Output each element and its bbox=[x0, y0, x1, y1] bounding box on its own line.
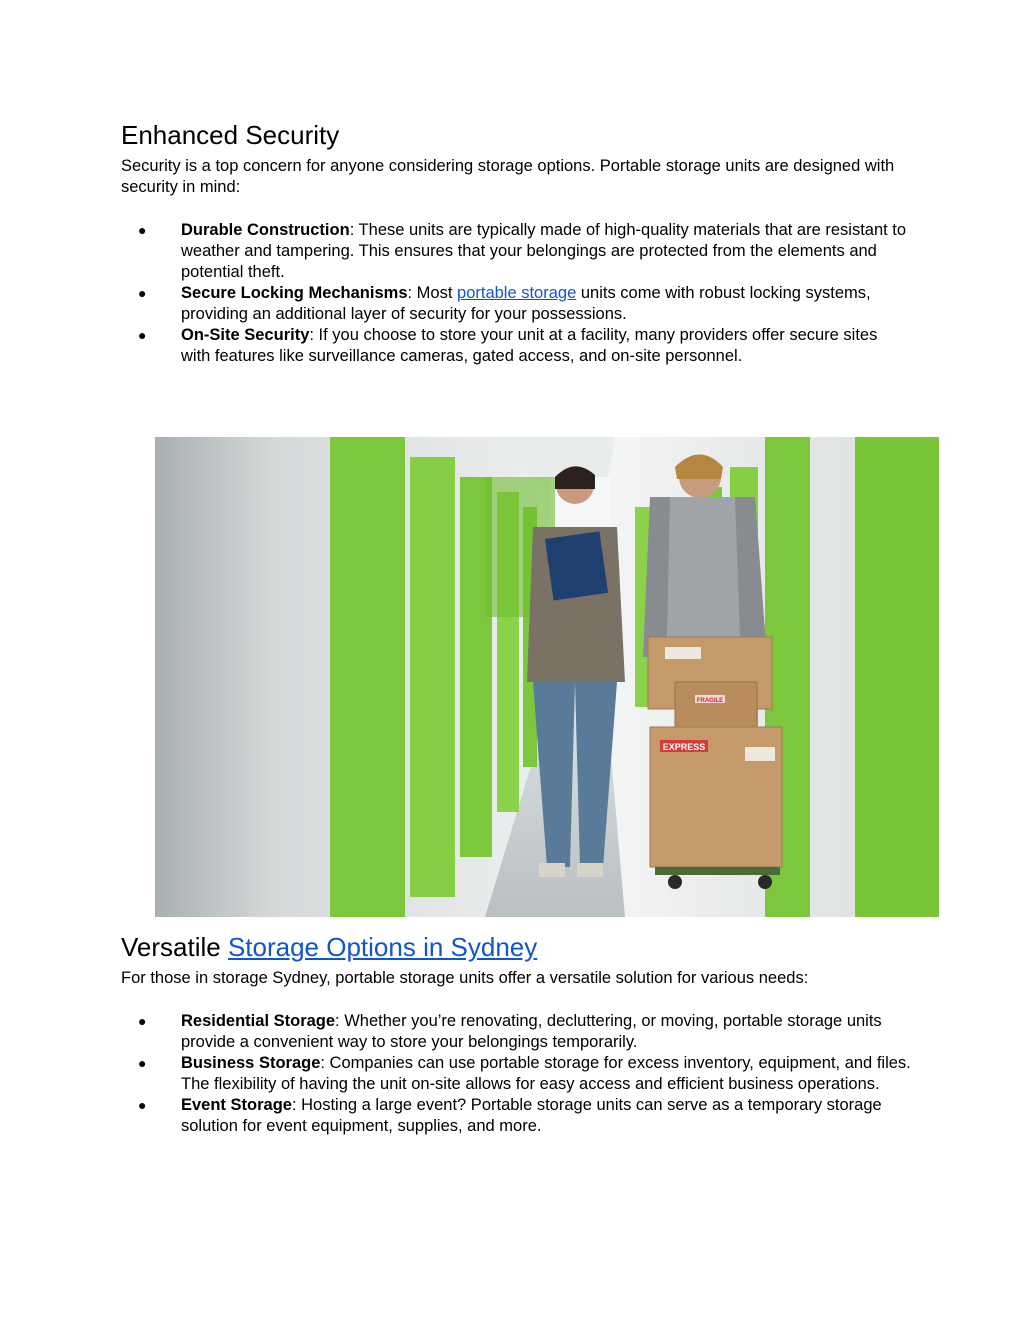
heading-text: Versatile bbox=[121, 932, 228, 962]
item-text: units come with robust locking systems, providing an additional layer of security for your possessions. bbox=[181, 284, 871, 323]
list-item-residential-storage bbox=[121, 1011, 911, 1053]
item-title: Secure Locking Mechanisms bbox=[181, 284, 408, 302]
security-list bbox=[121, 220, 921, 367]
boxes-on-cart bbox=[648, 637, 782, 889]
item-title: On-Site Security bbox=[181, 326, 310, 344]
storage-options-sydney-link[interactable]: Storage Options in Sydney bbox=[227, 932, 538, 962]
storage-facility-photo bbox=[155, 437, 939, 917]
item-text: : Whether you’re renovating, decluttering, or moving, portable storage units provide a convenient way to store your belongings temporarily. bbox=[181, 1012, 882, 1051]
item-title: Residential Storage bbox=[181, 1012, 336, 1030]
bullet-icon: ● bbox=[138, 327, 147, 343]
item-title: Business Storage bbox=[181, 1054, 321, 1072]
heading-enhanced-security: Enhanced Security bbox=[121, 120, 340, 150]
versatile-list bbox=[121, 1011, 921, 1137]
list-item-durable-construction bbox=[121, 220, 911, 283]
bullet-icon: ● bbox=[138, 1055, 147, 1071]
item-text: : These units are typically made of high-quality materials that are resistant to weather and tampering. This ensures that your belongings are protected from the elements and potential theft. bbox=[181, 221, 907, 281]
list-item-event-storage bbox=[121, 1095, 911, 1137]
bullet-icon: ● bbox=[138, 1013, 147, 1029]
versatile-intro: For those in storage Sydney, portable storage units offer a versatile solution for various needs: bbox=[121, 969, 809, 987]
bullet-icon: ● bbox=[138, 222, 147, 238]
express-label-text: EXPRESS bbox=[662, 742, 706, 752]
bullet-icon: ● bbox=[138, 285, 147, 301]
fragile-label-text: FRAGILE bbox=[696, 698, 724, 704]
heading-versatile-storage bbox=[121, 930, 921, 964]
item-text: : Hosting a large event? Portable storage units can serve as a temporary storage solution for event equipment, supplies, and more. bbox=[181, 1096, 882, 1135]
section-versatile-storage bbox=[121, 930, 921, 1137]
section-enhanced-security bbox=[121, 118, 921, 367]
list-item-secure-locking bbox=[121, 283, 911, 325]
item-title: Event Storage bbox=[181, 1096, 292, 1114]
security-intro: Security is a top concern for anyone considering storage options. Portable storage units are designed with security in mind: bbox=[121, 157, 895, 196]
item-text: : If you choose to store your unit at a facility, many providers offer secure sites with features like surveillance cameras, gated access, and on-site personnel. bbox=[181, 326, 878, 365]
bullet-icon: ● bbox=[138, 1097, 147, 1113]
item-title: Durable Construction bbox=[181, 221, 350, 239]
item-text-pre: : Most bbox=[407, 284, 458, 302]
list-item-on-site-security bbox=[121, 325, 911, 367]
list-item-business-storage bbox=[121, 1053, 911, 1095]
item-text: : Companies can use portable storage for excess inventory, equipment, and files. The flexibility of having the unit on-site allows for easy access and efficient business operations. bbox=[181, 1054, 911, 1093]
storage-facility-illustration bbox=[155, 437, 939, 917]
portable-storage-link[interactable]: portable storage bbox=[457, 284, 577, 302]
